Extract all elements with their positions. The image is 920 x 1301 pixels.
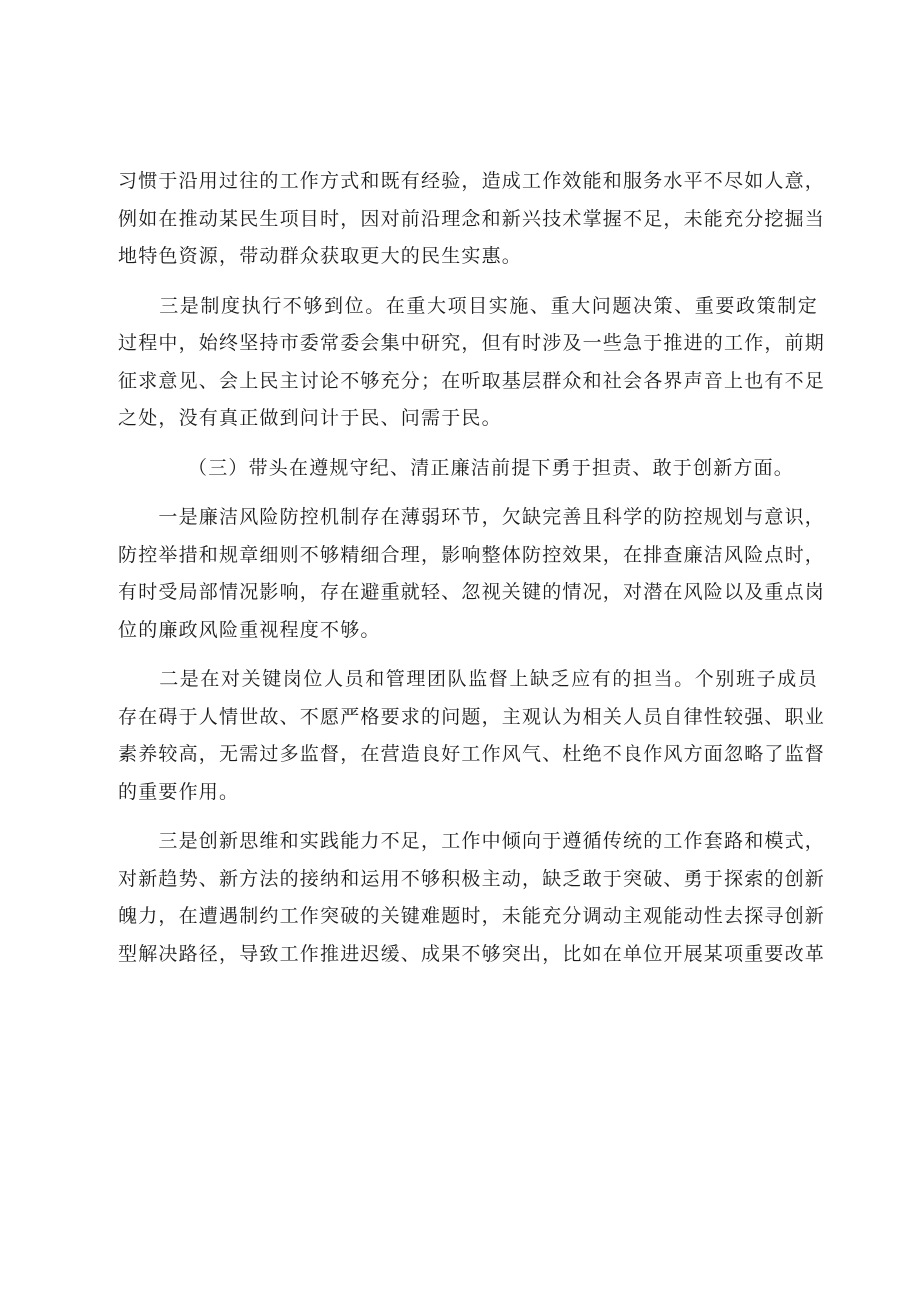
text-line: 位的廉政风险重视程度不够。 [118, 618, 381, 641]
text-line: 对新趋势、新方法的接纳和运用不够积极主动，缺乏敢于突破、勇于探索的创新 [118, 867, 826, 890]
text-line: 有时受局部情况影响，存在避重就轻、忽视关键的情况，对潜在风险以及重点岗 [118, 581, 826, 603]
text-line: 一是廉洁风险防控机制存在薄弱环节，欠缺完善且科学的防控规划与意识， [118, 506, 826, 528]
document-body [118, 163, 826, 985]
text-line: 三是制度执行不够到位。在重大项目实施、重大问题决策、重要政策制定 [118, 294, 818, 317]
text-line: 过程中，始终坚持市委常委会集中研究，但有时涉及一些急于推进的工作，前期 [118, 332, 826, 354]
text-line: 素养较高，无需过多监督，在营造良好工作风气、杜绝不良作风方面忽略了监督 [118, 743, 826, 765]
paragraph [118, 288, 826, 438]
text-line: 之处，没有真正做到问计于民、问需于民。 [118, 407, 502, 429]
text-line: 二是在对关键岗位人员和管理团队监督上缺乏应有的担当。个别班子成员 [118, 668, 818, 690]
text-line: 地特色资源，带动群众获取更大的民生实惠。 [118, 245, 523, 267]
text-line: 魄力，在遭遇制约工作突破的关键难题时，未能充分调动主观能动性去探寻创新 [118, 905, 826, 927]
text-line: 的重要作用。 [118, 780, 240, 803]
text-line: （三）带头在遵规守纪、清正廉洁前提下勇于担责、敢于创新方面。 [188, 456, 795, 479]
text-line: 型解决路径，导致工作推进迟缓、成果不够突出，比如在单位开展某项重要改革 [118, 942, 826, 965]
text-line: 习惯于沿用过往的工作方式和既有经验，造成工作效能和服务水平不尽如人意， [118, 170, 826, 192]
text-line: 征求意见、会上民主讨论不够充分；在听取基层群众和社会各界声音上也有不足 [118, 369, 826, 392]
paragraph [118, 661, 826, 811]
section-heading [118, 450, 818, 488]
paragraph [118, 163, 826, 276]
text-line: 三是创新思维和实践能力不足，工作中倾向于遵循传统的工作套路和模式， [118, 830, 826, 852]
paragraph [118, 499, 826, 649]
paragraph [118, 823, 826, 973]
text-line: 防控举措和规章细则不够精细合理，影响整体防控效果，在排查廉洁风险点时， [118, 543, 826, 566]
text-line: 存在碍于人情世故、不愿严格要求的问题，主观认为相关人员自律性较强、职业 [118, 705, 826, 728]
text-line: 例如在推动某民生项目时，因对前沿理念和新兴技术掌握不足，未能充分挖掘当 [118, 207, 826, 230]
